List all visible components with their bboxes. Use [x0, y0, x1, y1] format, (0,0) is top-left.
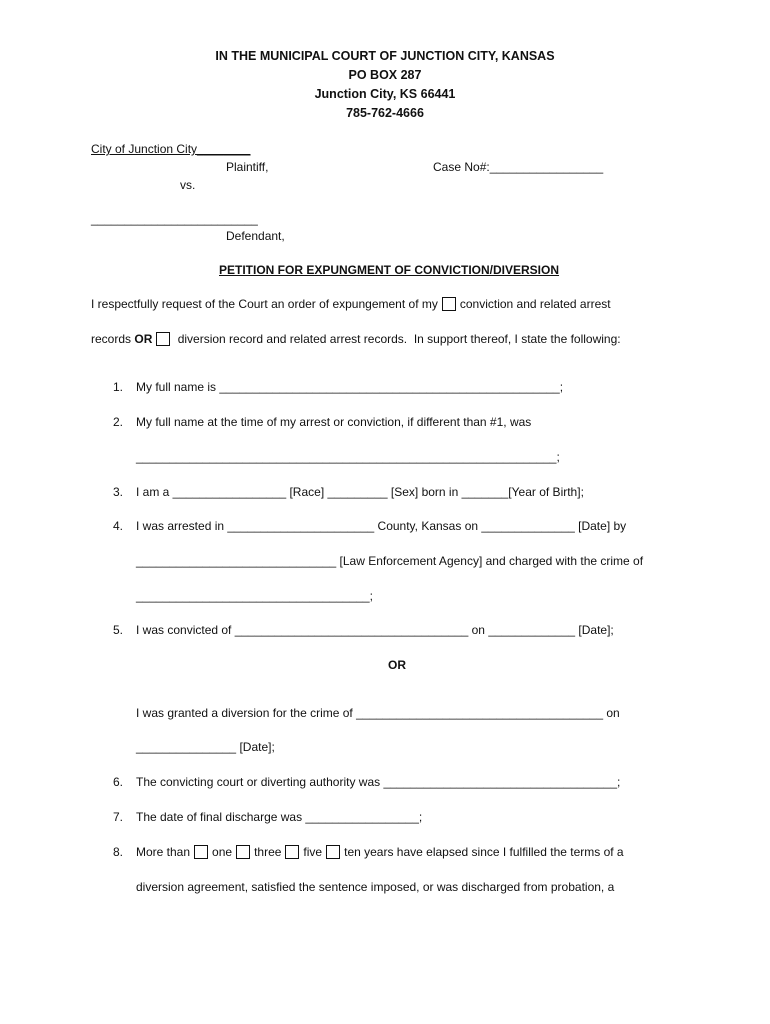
elapsed-years-line	[136, 845, 624, 860]
one-text: one	[212, 845, 233, 859]
item-number-3: 3.	[112, 485, 123, 499]
elapsed-continuation-text: diversion agreement, satisfied the sentence imposed, or was discharged from probation, a	[136, 880, 615, 894]
elapsed-rest-text: ten years have elapsed since I fulfilled the terms of a	[344, 845, 624, 859]
item-number-6: 6.	[112, 775, 123, 789]
conviction-crime-date-field[interactable]: I was convicted of ___________________________________ on _____________ [Date];	[136, 623, 614, 637]
item-number-5: 5.	[112, 623, 123, 637]
more-than-text: More than	[136, 845, 191, 859]
defendant-label: Defendant,	[226, 229, 285, 243]
discharge-date-field[interactable]: The date of final discharge was _________________;	[136, 810, 423, 824]
diversion-checkbox[interactable]	[156, 332, 170, 346]
item-number-7: 7.	[112, 810, 123, 824]
conviction-checkbox[interactable]	[442, 297, 456, 311]
item-number-4: 4.	[112, 519, 123, 533]
item-number-2: 2.	[112, 415, 123, 429]
arresting-agency-field[interactable]: ______________________________ [Law Enforcement Agency] and charged with the crime of	[136, 554, 644, 568]
item-number-1: 1.	[112, 380, 123, 394]
plaintiff-label: Plaintiff,	[226, 160, 269, 174]
intro-text-3: records	[91, 332, 132, 346]
diversion-crime-field[interactable]: I was granted a diversion for the crime of _____________________________________ on	[136, 706, 620, 720]
ten-years-checkbox[interactable]	[326, 845, 340, 859]
five-text: five	[303, 845, 323, 859]
five-years-checkbox[interactable]	[285, 845, 299, 859]
item-5-or: OR	[388, 658, 406, 672]
court-authority-field[interactable]: The convicting court or diverting authority was ___________________________________;	[136, 775, 621, 789]
defendant-name-field[interactable]: _________________________	[91, 212, 258, 226]
versus-label: vs.	[180, 178, 196, 192]
race-sex-birth-field[interactable]: I am a _________________ [Race] _________ [Sex] born in _______[Year of Birth];	[136, 485, 584, 499]
full-name-field[interactable]: My full name is ___________________________________________________;	[136, 380, 564, 394]
prior-name-field[interactable]: _______________________________________________________________;	[136, 450, 560, 464]
intro-or: OR	[134, 332, 153, 346]
plaintiff-name: City of Junction City________	[91, 142, 251, 156]
court-phone: 785-762-4666	[346, 106, 424, 120]
prior-name-text: My full name at the time of my arrest or conviction, if different than #1, was	[136, 415, 532, 429]
arrest-county-date-field[interactable]: I was arrested in ______________________ County, Kansas on ______________ [Date] by	[136, 519, 627, 533]
court-city-address: Junction City, KS 66441	[314, 87, 456, 101]
case-number-field[interactable]: Case No#:_________________	[433, 160, 604, 174]
intro-text-2: conviction and related arrest	[459, 297, 611, 311]
intro-text-1: I respectfully request of the Court an order of expungement of my	[91, 297, 438, 311]
item-number-8: 8.	[112, 845, 123, 859]
diversion-date-field[interactable]: _______________ [Date];	[136, 740, 275, 754]
one-year-checkbox[interactable]	[194, 845, 208, 859]
intro-text-4: diversion record and related arrest records. In support thereof, I state the following:	[177, 332, 621, 346]
intro-line-2	[91, 332, 621, 347]
intro-line-1	[91, 297, 611, 312]
three-text: three	[254, 845, 282, 859]
three-years-checkbox[interactable]	[236, 845, 250, 859]
charged-crime-field[interactable]: ___________________________________;	[136, 589, 373, 603]
court-po-box: PO BOX 287	[348, 68, 422, 82]
petition-title: PETITION FOR EXPUNGMENT OF CONVICTION/DIVERSION	[219, 263, 560, 277]
court-name-heading: IN THE MUNICIPAL COURT OF JUNCTION CITY, KANSAS	[215, 49, 555, 63]
